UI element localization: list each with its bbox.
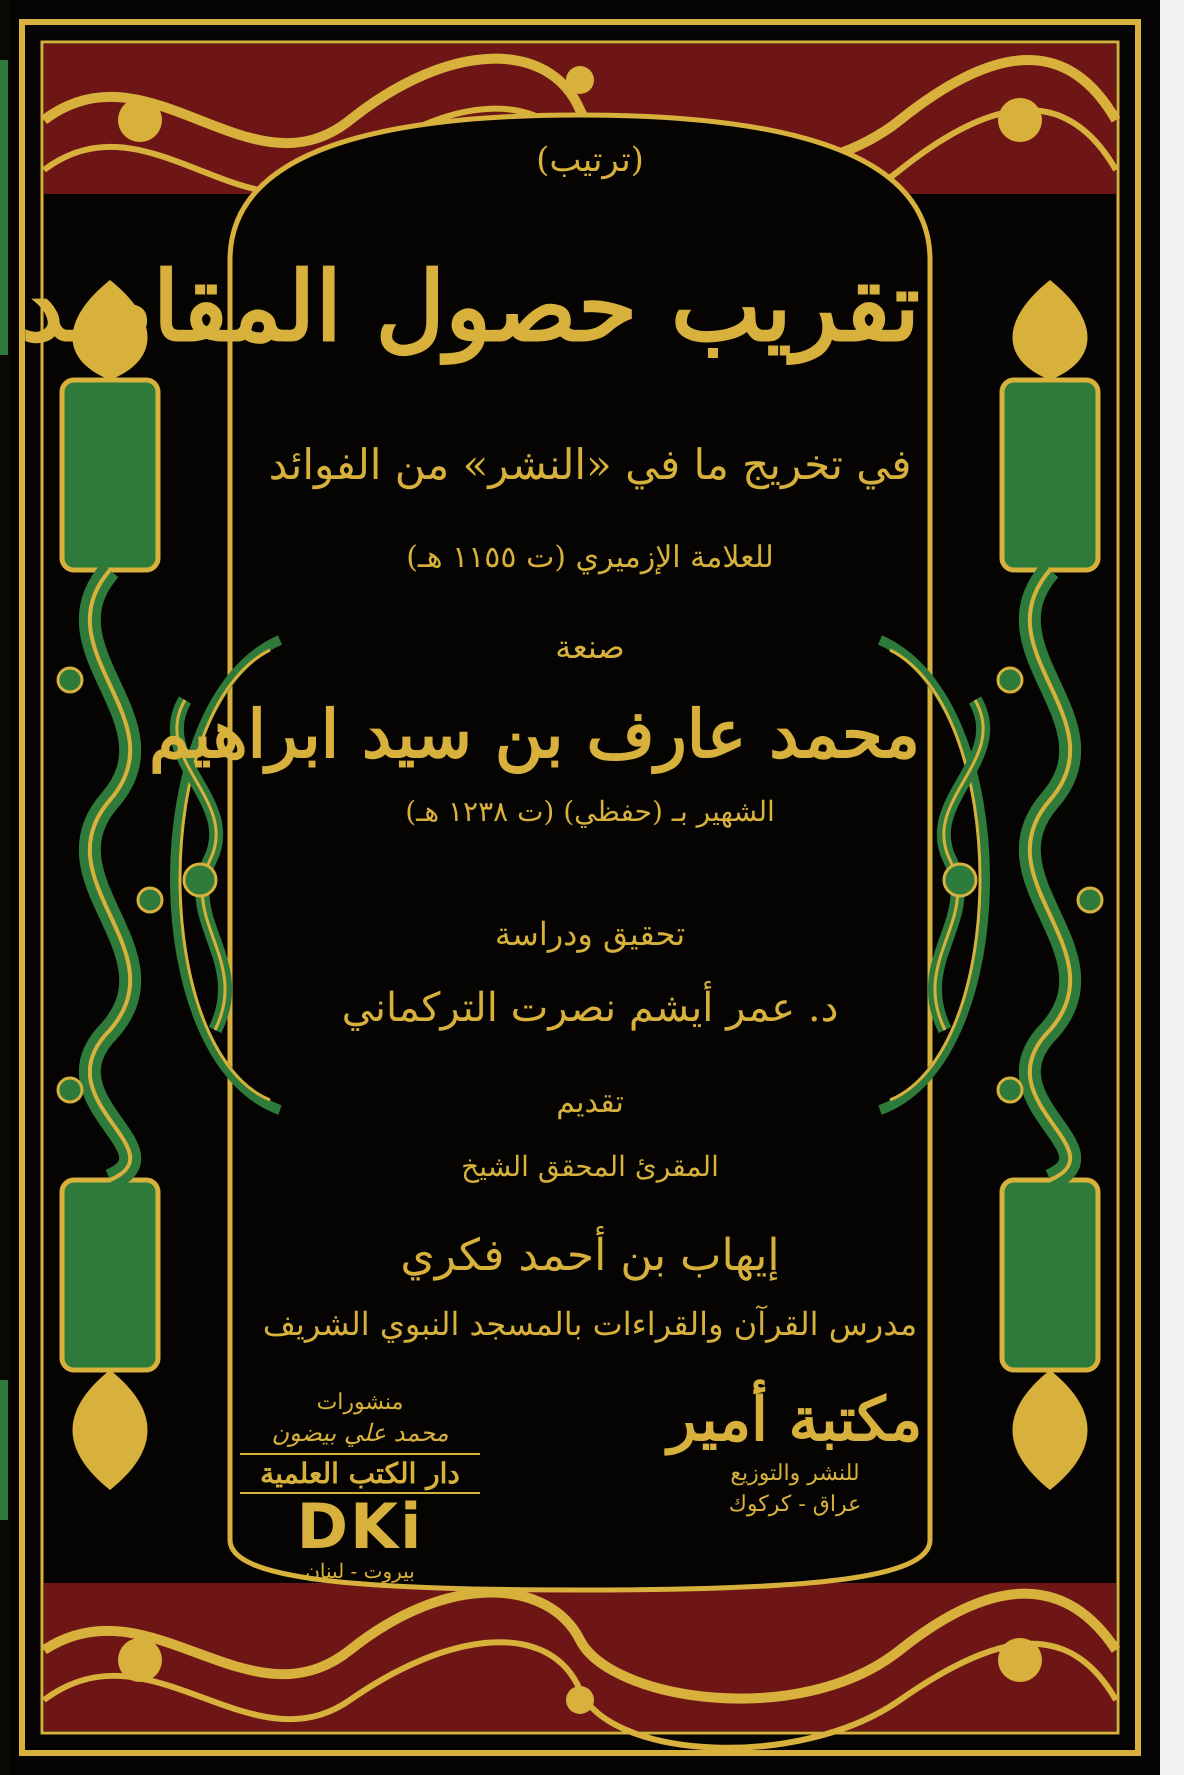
made-by-label: صنعة: [555, 628, 625, 666]
publisher-dki-location: بيروت - لبنان: [305, 1559, 415, 1584]
original-author: للعلامة الإزميري (ت ١١٥٥ هـ): [406, 540, 774, 575]
book-title: تقريب حصول المقاصد: [20, 250, 920, 363]
left-arabesque-column: [58, 280, 162, 1490]
presenter-title: المقرئ المحقق الشيخ: [461, 1150, 719, 1183]
publisher-dki-owner: محمد علي بيضون: [271, 1419, 449, 1447]
investigator-name: د. عمر أيشم نصرت التركماني: [341, 985, 839, 1031]
presenter-role: مدرس القرآن والقراءات بالمسجد النبوي الشريف: [262, 1305, 918, 1343]
page-edge: [1160, 0, 1184, 1775]
compiler-name: محمد عارف بن سيد ابراهيم: [148, 695, 920, 773]
publisher-dki: [240, 1390, 480, 1583]
publisher-amir-tagline: للنشر والتوزيع: [730, 1461, 860, 1486]
dki-logo: DKi: [296, 1490, 424, 1563]
publisher-dki-name: دار الكتب العلمية: [240, 1453, 480, 1494]
bottom-arabesque-band: [44, 1583, 1116, 1748]
right-arabesque-column: [998, 280, 1102, 1490]
book-subtitle: في تخريج ما في «النشر» من الفوائد: [268, 440, 912, 489]
compiler-known-as: الشهير بـ (حفظي) (ت ١٢٣٨ هـ): [405, 795, 775, 828]
publisher-amir: [640, 1385, 950, 1517]
preface-label: تقديم: [556, 1085, 624, 1120]
study-label: تحقيق ودراسة: [494, 915, 686, 953]
arrange-label: (ترتيب): [536, 140, 644, 180]
publisher-amir-location: عراق - كركوك: [728, 1492, 862, 1517]
presenter-name: إيهاب بن أحمد فكري: [400, 1230, 780, 1281]
publisher-dki-publications: منشورات: [316, 1390, 404, 1415]
publisher-amir-name: مكتبة أمير: [667, 1385, 923, 1455]
